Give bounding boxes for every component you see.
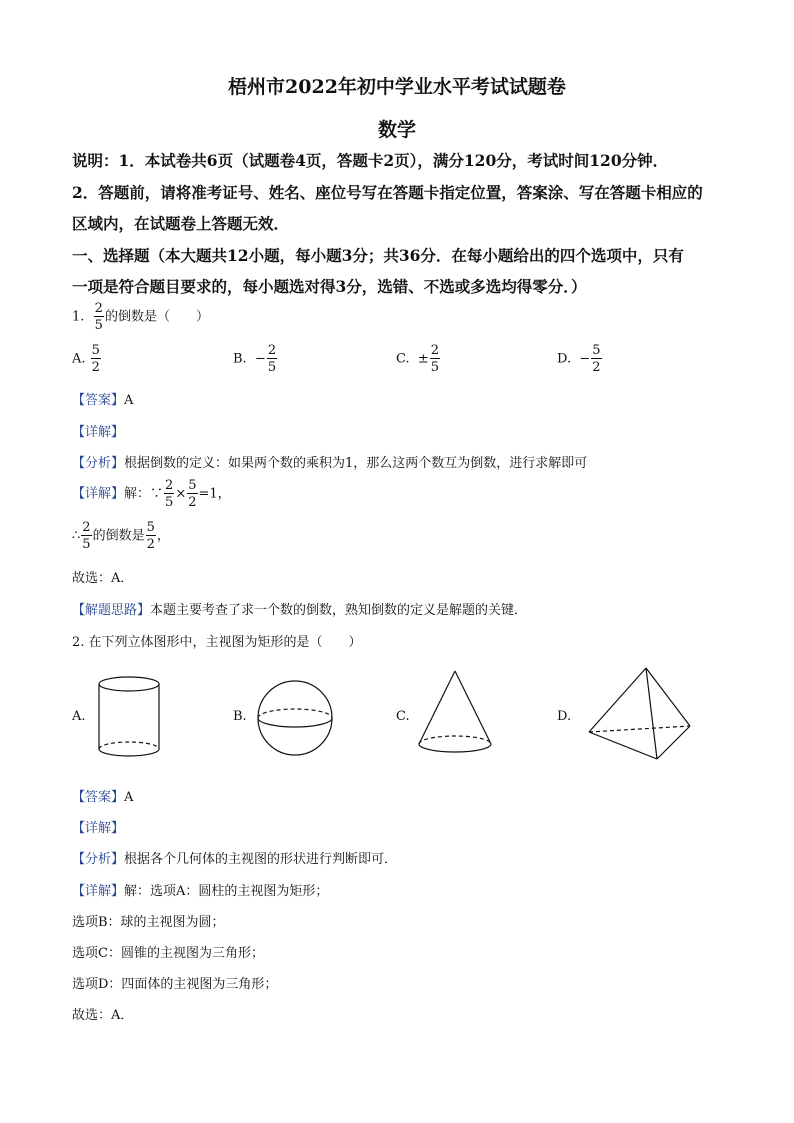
q1-option-c: C. ± $\frac{2}{5}$ (396, 343, 440, 375)
q2-solution-c: 选项C：圆锥的主视图为三角形； (72, 946, 264, 961)
q2-option-b-label: B. (233, 709, 247, 724)
q1-option-a: A. $\frac{5}{2}$ (72, 343, 100, 375)
cylinder-figure (95, 675, 165, 760)
exam-title: 梧州市2022年初中学业水平考试试题卷 (228, 76, 566, 98)
q2-stem: 2. 在下列立体图形中，主视图为矩形的是（ ） (72, 635, 362, 650)
q1-idea: 【解题思路】本题主要考查了求一个数的倒数，熟知倒数的定义是解题的关键． (72, 603, 528, 618)
instruction-line-2: 2．答题前，请将准考证号、姓名、座位号写在答题卡指定位置，答案涂、写在答题卡相应的 (72, 183, 703, 202)
q2-choose: 故选：A． (72, 1008, 134, 1023)
q1-stem-text: 的倒数是（ ） (104, 309, 209, 325)
q1-conclusion: ∴ $\frac{2}{5}$ 的倒数是 $\frac{5}{2}$ ， (72, 520, 170, 552)
section-heading-line-2: 一项是符合题目要求的，每小题选对得3分，选错、不选或多选均得零分．） (72, 277, 587, 296)
q1-analysis: 【分析】根据倒数的定义：如果两个数的乘积为1，那么这两个数互为倒数，进行求解即可 (72, 456, 588, 471)
q1-stem-fraction: $\frac{2}{5}$ (94, 301, 103, 333)
q2-solution-d: 选项D：四面体的主视图为三角形； (72, 977, 278, 992)
section-heading-line-1: 一、选择题（本大题共12小题，每小题3分；共36分．在每小题给出的四个选项中，只有 (72, 246, 684, 265)
q1-detail-tag: 【详解】 (72, 425, 125, 440)
q2-analysis: 【分析】根据各个几何体的主视图的形状进行判断即可． (72, 852, 398, 867)
instruction-line-3: 区域内，在试题卷上答题无效． (72, 214, 290, 233)
answer-tag: 【答案】 (72, 393, 125, 408)
q2-solution-b: 选项B：球的主视图为圆； (72, 915, 225, 930)
q1-option-d: D. − $\frac{5}{2}$ (557, 343, 601, 375)
cone-figure (414, 668, 496, 760)
q1-stem (72, 302, 209, 332)
q1-choose: 故选：A． (72, 571, 134, 586)
q1-number: 1. (72, 309, 85, 325)
q1-option-b: B. − $\frac{2}{5}$ (233, 343, 277, 375)
q2-detail-tag: 【详解】 (72, 821, 125, 836)
q2-option-d-label: D. (557, 709, 572, 724)
instruction-line-1: 说明：1．本试卷共6页（试题卷4页，答题卡2页），满分120分，考试时间120分钟． (72, 151, 669, 170)
q2-option-c-label: C. (396, 709, 410, 724)
subject-title: 数学 (377, 119, 416, 141)
q2-answer: 【答案】A (72, 790, 134, 805)
q2-option-a-label: A. (72, 709, 86, 724)
q1-answer: 【答案】A (72, 393, 134, 408)
sphere-figure (254, 680, 336, 756)
tetrahedron-figure (586, 665, 692, 763)
q2-solution-a: 【详解】解：选项A：圆柱的主视图为矩形； (72, 884, 329, 899)
q1-solution: 【详解】解：∵ $\frac{2}{5}$ × $\frac{5}{2}$ =1， (72, 478, 231, 510)
